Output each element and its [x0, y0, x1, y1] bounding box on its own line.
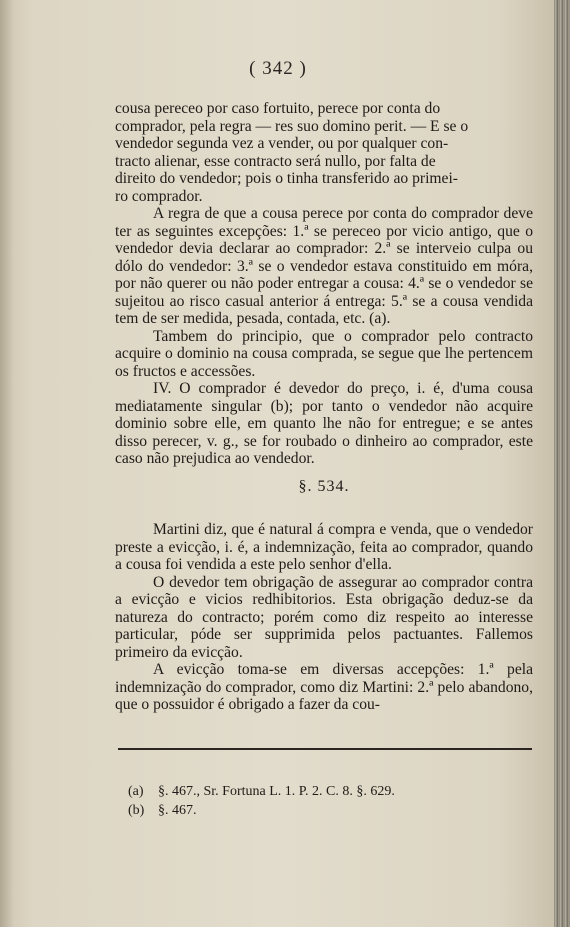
footnote-marker: (b) — [128, 803, 145, 818]
text-line: cousa pereceo por caso fortuito, perece por conta do — [115, 100, 441, 117]
footnotes — [128, 782, 528, 820]
paragraph-5: Martini diz, que é natural á compra e venda, que o vendedor preste a evicção, i. é, a indemnização, feita ao comprador, quando a cousa foi vendida a este pelo senhor d'ella. — [115, 521, 533, 573]
text-line: ro comprador. — [115, 187, 203, 205]
paragraph-3: Tambem do principio, que o comprador pelo contracto acquire o dominio na cousa comprada, se segue que lhe pertencem os fructos e accessões. — [115, 327, 533, 380]
text-line: tracto alienar, esse contracto será nullo, por falta de — [115, 152, 436, 170]
paragraph-1 — [115, 100, 533, 205]
spine-shadow — [0, 0, 14, 927]
page-number: ( 342 ) — [249, 58, 307, 79]
footnote-text: §. 467., Sr. Fortuna L. 1. P. 2. C. 8. §. 629. — [158, 784, 395, 799]
footnote-rule — [118, 748, 532, 750]
page-edges — [554, 0, 570, 927]
paragraph-6: O devedor tem obrigação de assegurar ao comprador contra a evicção e vicios redhibitorios. Esta obrigação deduz-se da natureza do contracto; porém como diz respeito ao interesse particular, póde ser supprimida pelos pactuantes. Fallemos primeiro da evicção. — [115, 573, 533, 661]
footnote-a — [128, 782, 528, 801]
paragraph-2: A regra de que a cousa perece por conta do comprador deve ter as seguintes excepções: 1.ª se pereceo por vicio antigo, que o vendedor devia declarar ao comprador: 2.ª se interveio culpa ou dólo do vendedor: 3.ª se o vendedor estava constituido em móra, por não querer ou não poder entregar a cousa: 4.ª se o vendedor se sujeitou ao risco casual anterior á entrega: 5.ª se a cousa vendida tem de ser medida, pesada, contada, etc. (a). — [115, 205, 533, 327]
text-line: comprador, pela regra — res suo domino perit. — E se o — [115, 117, 469, 135]
footnote-marker: (a) — [128, 784, 144, 799]
text-line: direito do vendedor; pois o tinha transferido ao primei- — [115, 170, 458, 187]
section-heading: §. 534. — [298, 477, 350, 495]
footnote-b — [128, 801, 528, 820]
text-line: vendedor segunda vez a vender, ou por qualquer con- — [115, 135, 449, 152]
paragraph-4: IV. O comprador é devedor do preço, i. é, d'uma cousa mediatamente singular (b); por tanto o vendedor não acquire dominio sobre elle, em quanto lhe não for entregue; e se antes disso perecer, v. g., se for roubado o dinheiro ao comprador, este caso não prejudica ao vendedor. — [115, 380, 533, 467]
footnote-text: §. 467. — [158, 803, 197, 818]
page-body — [115, 100, 533, 714]
paragraph-7: A evicção toma-se em diversas accepções: 1.ª pela indemnização do comprador, como diz Martini: 2.ª pelo abandono, que o possuidor é obrigado a fazer da cou- — [115, 661, 533, 713]
